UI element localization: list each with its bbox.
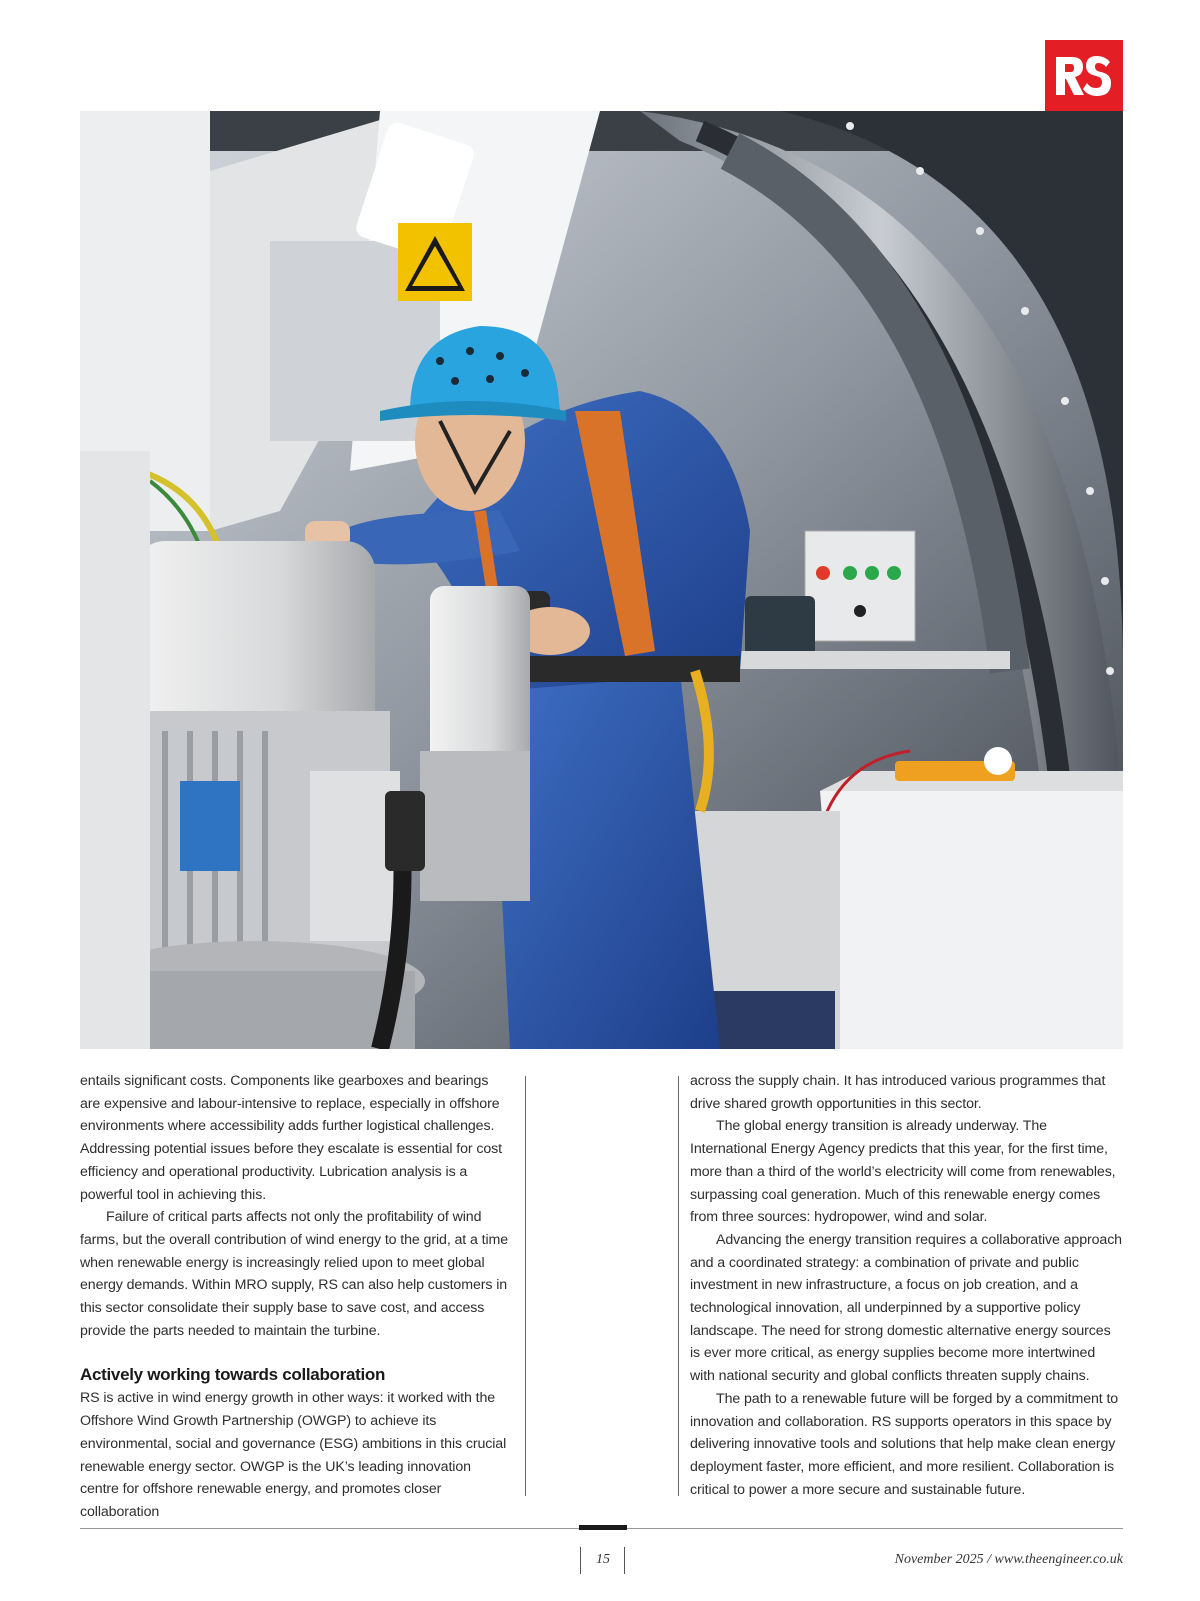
article-column-right	[690, 1070, 1122, 1501]
footer-accent-bar	[579, 1525, 627, 1530]
article-column-left	[80, 1070, 512, 1524]
wind-turbine-technician-photo	[80, 111, 1123, 1049]
article-paragraph: Failure of critical parts affects not only the profitability of wind farms, but the overall contribution of wind energy to the grid, at a time when renewable energy is increasingly relied upon to meet global energy demands. Within MRO supply, RS can also help customers in this sector consolidate their supply base to save cost, and access provide the parts needed to maintain the turbine.	[80, 1209, 509, 1339]
article-paragraph: The path to a renewable future will be forged by a commitment to innovation and collaboration. RS supports operators in this space by delivering innovative tools and solutions that help make clean energy deployment faster, more efficient, and more resilient. Collaboration is critical to power a more secure and sustainable future.	[690, 1390, 1119, 1498]
article-paragraph: The global energy transition is already underway. The International Energy Agency predicts that this year, for the first time, more than a third of the world’s electricity will come from renewables, surpassing coal generation. Much of this renewable energy comes from three sources: hydropower, wind and solar.	[690, 1118, 1116, 1226]
article-paragraph: RS is active in wind energy growth in other ways: it worked with the Offshore Wind Growth Partnership (OWGP) to achieve its environmental, social and governance (ESG) ambitions in this crucial renewable energy sector. OWGP is the UK’s leading innovation centre for offshore renewable energy, and promotes closer collaboration	[80, 1390, 507, 1520]
rs-logo-icon	[1052, 53, 1116, 99]
article-photo	[80, 111, 1123, 1049]
rs-logo	[1045, 40, 1123, 112]
page-number: 15	[596, 1552, 610, 1567]
column-divider	[678, 1076, 679, 1496]
article-paragraph: across the supply chain. It has introduced various programmes that drive shared growth opportunities in this sector.	[690, 1073, 1106, 1112]
issue-info: November 2025 / www.theengineer.co.uk	[894, 1552, 1123, 1567]
article-paragraph: Advancing the energy transition requires a collaborative approach and a coordinated strategy: a combination of private and public investment in new infrastructure, a focus on job creation, and a technological innovation, all underpinned by a supportive policy landscape. The need for strong domestic alternative energy sources is ever more critical, as energy supplies become more intertwined with national security and global conflicts threaten supply chains.	[690, 1231, 1122, 1385]
column-divider	[525, 1076, 526, 1496]
section-heading: Actively working towards collaboration	[80, 1365, 386, 1385]
article-paragraph: entails significant costs. Components like gearboxes and bearings are expensive and labour-intensive to replace, especially in offshore environments where accessibility adds further logistical challenges. Addressing potential issues before they escalate is essential for cost efficiency and operational productivity. Lubrication analysis is a powerful tool in achieving this.	[80, 1073, 503, 1203]
